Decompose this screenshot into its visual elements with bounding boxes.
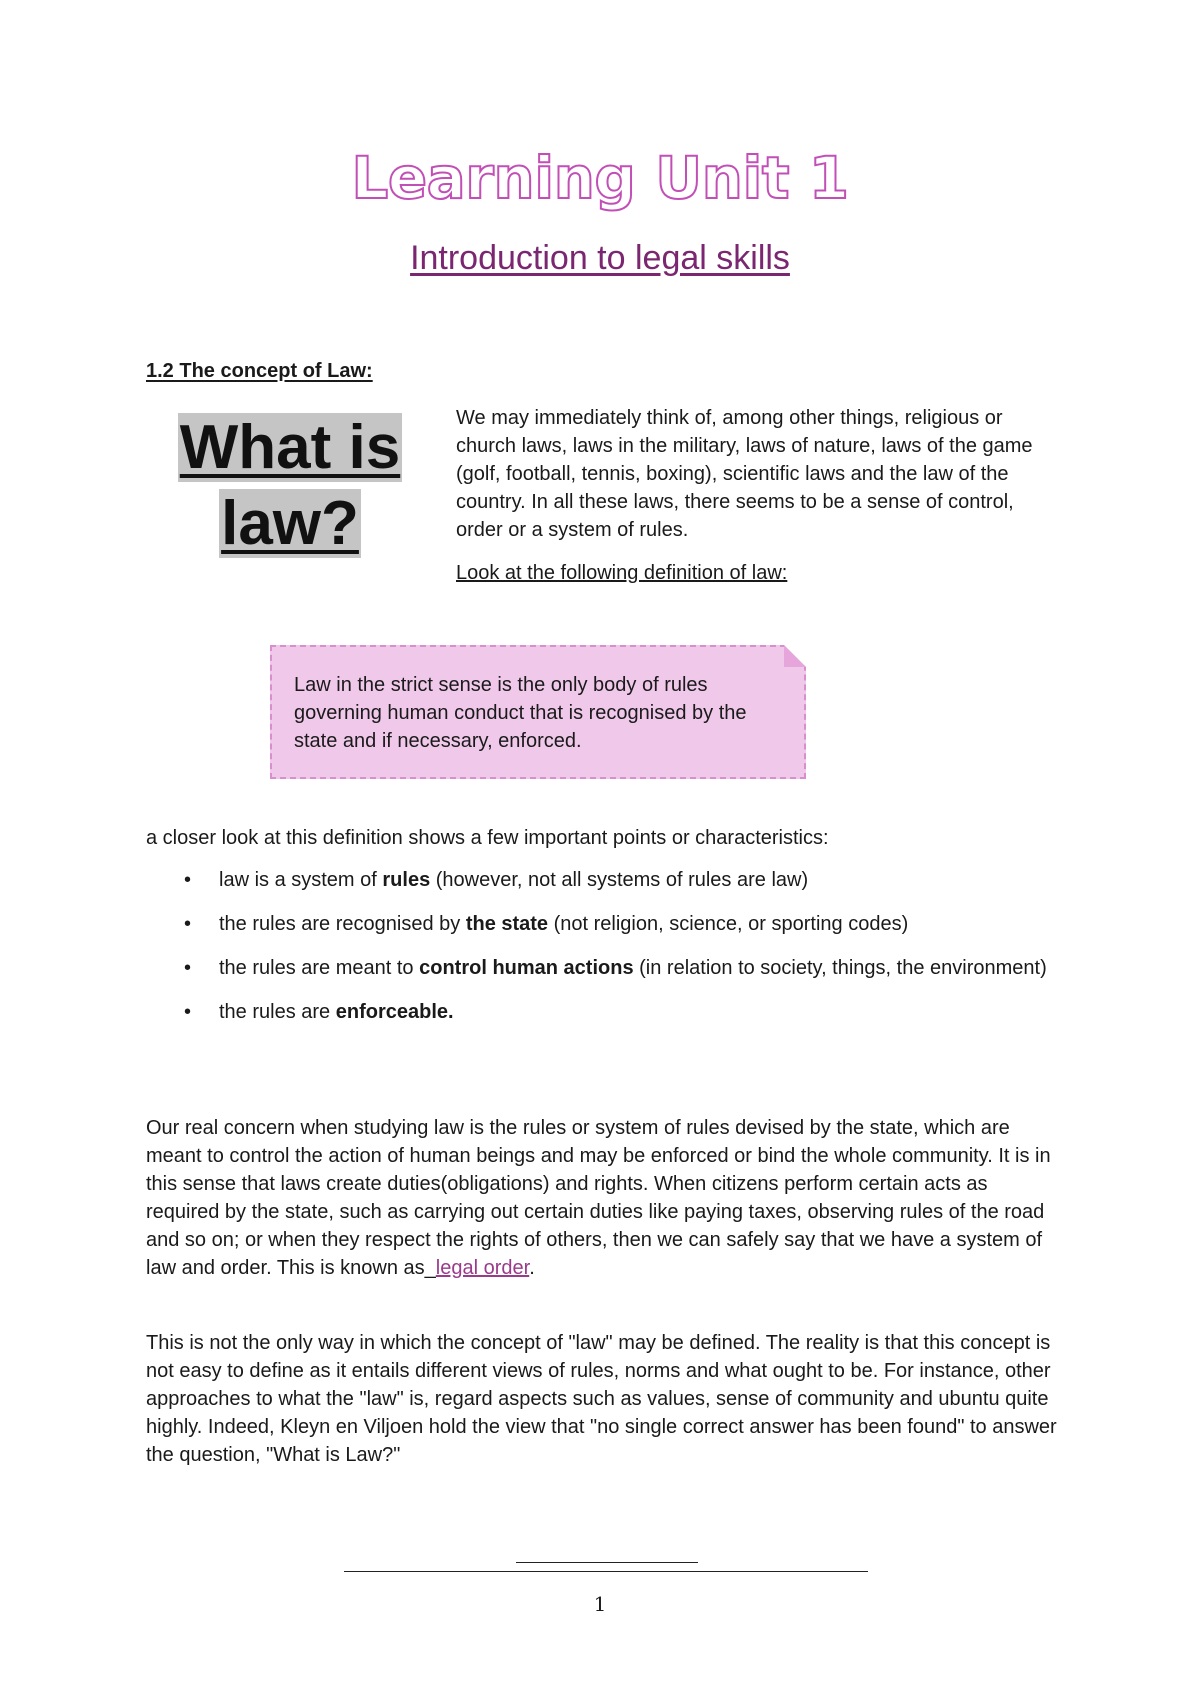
unit-title: Learning Unit 1 bbox=[351, 144, 849, 212]
section-heading: 1.2 The concept of Law: bbox=[146, 360, 373, 382]
what-is-law-callout bbox=[170, 410, 410, 562]
callout-line-2: law? bbox=[221, 489, 359, 558]
callout-line-1: What is bbox=[179, 413, 401, 482]
intro-text: We may immediately think of, among other things, religious or church laws, laws in the military, laws of nature, laws of the game (golf, football, tennis, boxing), scientific laws and the law of the country. In all these laws, there seems to be a sense of control, order or a system of rules. bbox=[456, 407, 1033, 541]
bullet-icon: • bbox=[184, 957, 192, 979]
list-item: • the rules are enforceable. bbox=[146, 998, 1066, 1026]
legal-order-link[interactable]: legal order bbox=[435, 1257, 530, 1279]
footer-rule-short bbox=[516, 1562, 698, 1563]
characteristics-list bbox=[146, 866, 1066, 1042]
definition-text: Law in the strict sense is the only body of rules governing human conduct that is recognised by the state and if necessary, enforced. bbox=[294, 674, 747, 752]
subtitle: Introduction to legal skills bbox=[410, 239, 790, 277]
bullet-icon: • bbox=[184, 913, 192, 935]
body-paragraph-1: Our real concern when studying law is the rules or system of rules devised by the state, which are meant to control the action of human beings and may be enforced or bind the whole community. It is in this sense that laws create duties(obligations) and rights. When citizens perform certain acts as required by the state, such as carrying out certain duties like paying taxes, observing rules of the road and so on; or when they respect the rights of others, then we can safely say that we have a system of law and order. This is known as_legal order. bbox=[146, 1117, 1051, 1279]
body-paragraph-2: This is not the only way in which the concept of "law" may be defined. The reality is that this concept is not easy to define as it entails different views of rules, norms and what ought to be. For instance, other approaches to what the "law" is, regard aspects such as values, sense of community and ubuntu quite highly. Indeed, Kleyn en Viljoen hold the view that "no single correct answer has been found" to answer the question, "What is Law?" bbox=[146, 1332, 1057, 1466]
list-item: • law is a system of rules (however, not all systems of rules are law) bbox=[146, 866, 1066, 894]
list-item: • the rules are meant to control human actions (in relation to society, things, the environment) bbox=[146, 954, 1066, 982]
intro-paragraph bbox=[456, 404, 1056, 544]
footer-rule-long bbox=[344, 1571, 868, 1572]
bullet-icon: • bbox=[184, 1001, 192, 1023]
bullet-icon: • bbox=[184, 869, 192, 891]
look-at-definition: Look at the following definition of law: bbox=[456, 562, 788, 584]
characteristics-lead: a closer look at this definition shows a few important points or characteristics: bbox=[146, 827, 829, 849]
page-number: 1 bbox=[593, 1592, 607, 1616]
definition-box-folded-corner bbox=[784, 645, 806, 667]
list-item: • the rules are recognised by the state (not religion, science, or sporting codes) bbox=[146, 910, 1066, 938]
